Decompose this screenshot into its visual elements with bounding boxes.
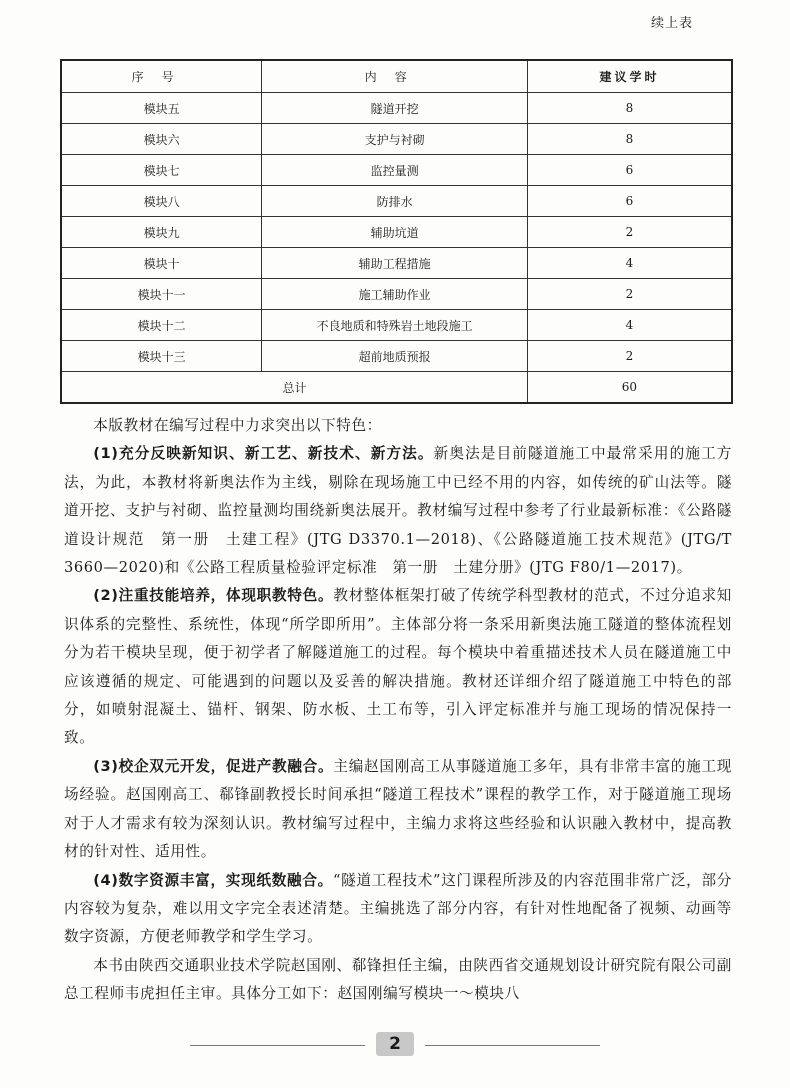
table-row [61,124,732,155]
hours-cell: 8 [527,93,732,124]
hours-cell: 2 [527,279,732,310]
paragraph-heading: (1)充分反映新知识、新工艺、新技术、新方法。 [93,445,434,463]
module-cell: 模块五 [61,93,262,124]
hours-cell: 4 [527,310,732,341]
table-row [61,310,732,341]
paragraph [64,582,732,752]
total-hours: 60 [527,372,732,404]
paragraph-text: 教材整体框架打破了传统学科型教材的范式，不过分追求知识体系的完整性、系统性，体现“所学即所用”。主体部分将一条采用新奥法施工隧道的整体流程划分为若干模块呈现，便于初学者了解隧道施工的过程。每个模块中着重描述技术人员在隧道施工中应该遵循的规定、可能遇到的问题以及妥善的解决措施。教材还详细介绍了隧道施工中特色的部分，如喷射混凝土、锚杆、钢架、防水板、土工布等，引入评定标准并与施工现场的情况保持一致。 [64,587,732,747]
paragraph [64,753,732,867]
module-cell: 模块九 [61,217,262,248]
paragraph [64,867,732,952]
paragraph-heading: (4)数字资源丰富，实现纸数融合。 [93,871,333,889]
module-cell: 模块十 [61,248,262,279]
course-hours-table [60,59,733,404]
content-cell: 支护与衬砌 [262,124,528,155]
table-row [61,155,732,186]
header-content: 内容 [262,60,528,93]
total-row [61,372,732,404]
content-cell: 辅助工程措施 [262,248,528,279]
hours-cell: 6 [527,186,732,217]
total-label: 总计 [61,372,527,404]
paragraph-text: 本版教材在编写过程中力求突出以下特色： [93,417,382,434]
table-row [61,248,732,279]
footer-rule-right [425,1045,600,1046]
paragraph [64,440,732,582]
module-cell: 模块十一 [61,279,262,310]
paragraph [64,412,732,440]
content-cell: 不良地质和特殊岩土地段施工 [262,310,528,341]
paragraph [64,952,732,1009]
page-number: 2 [376,1032,414,1056]
body-text [64,412,732,1009]
table-header-row [61,60,732,93]
hours-cell: 2 [527,341,732,372]
content-cell: 施工辅助作业 [262,279,528,310]
module-cell: 模块六 [61,124,262,155]
module-cell: 模块十二 [61,310,262,341]
table-row [61,279,732,310]
module-cell: 模块十三 [61,341,262,372]
paragraph-text: 主编赵国刚高工从事隧道施工多年，具有非常丰富的施工现场经验。赵国刚高工、郗锋副教授长时间承担“隧道工程技术”课程的教学工作，对于隧道施工现场对于人才需求有较为深刻认识。教材编写过程中，主编力求将这些经验和认识融入教材中，提高教材的针对性、适用性。 [64,757,732,861]
table-row [61,186,732,217]
paragraph-text: “隧道工程技术”这门课程所涉及的内容范围非常广泛，部分内容较为复杂，难以用文字完全表述清楚。主编挑选了部分内容，有针对性地配备了视频、动画等数字资源，方便老师教学和学生学习。 [64,871,732,946]
page-footer [0,1030,790,1058]
footer-rule-left [190,1045,365,1046]
hours-cell: 4 [527,248,732,279]
paragraph-text: 本书由陕西交通职业技术学院赵国刚、郗锋担任主编，由陕西省交通规划设计研究院有限公司副总工程师韦虎担任主审。具体分工如下：赵国刚编写模块一～模块八 [64,956,732,1003]
table-row [61,93,732,124]
paragraph-text: 新奥法是目前隧道施工中最常采用的施工方法，为此，本教材将新奥法作为主线，剔除在现场施工中已经不用的内容，如传统的矿山法等。隧道开挖、支护与衬砌、监控量测均围绕新奥法展开。教材编写过程中参考了行业最新标准：《公路隧道设计规范 第一册 土建工程》(JTG D3370.1—2018)、《公路隧道施工技术规范》(JTG/T 3660—2020)和《公路工程质量检验评定标准 第一册 土建分册》(JTG F80/1—2017)。 [64,445,732,577]
table-row [61,217,732,248]
content-cell: 辅助坑道 [262,217,528,248]
paragraph-heading: (2)注重技能培养，体现职教特色。 [93,587,334,605]
hours-cell: 6 [527,155,732,186]
content-cell: 超前地质预报 [262,341,528,372]
header-hours: 建议学时 [527,60,732,93]
header-seq: 序号 [61,60,262,93]
table-row [61,341,732,372]
module-cell: 模块八 [61,186,262,217]
hours-cell: 2 [527,217,732,248]
paragraph-heading: (3)校企双元开发，促进产教融合。 [93,757,334,775]
module-cell: 模块七 [61,155,262,186]
content-cell: 隧道开挖 [262,93,528,124]
content-cell: 监控量测 [262,155,528,186]
content-cell: 防排水 [262,186,528,217]
continued-table-label: 续上表 [650,16,693,31]
hours-cell: 8 [527,124,732,155]
